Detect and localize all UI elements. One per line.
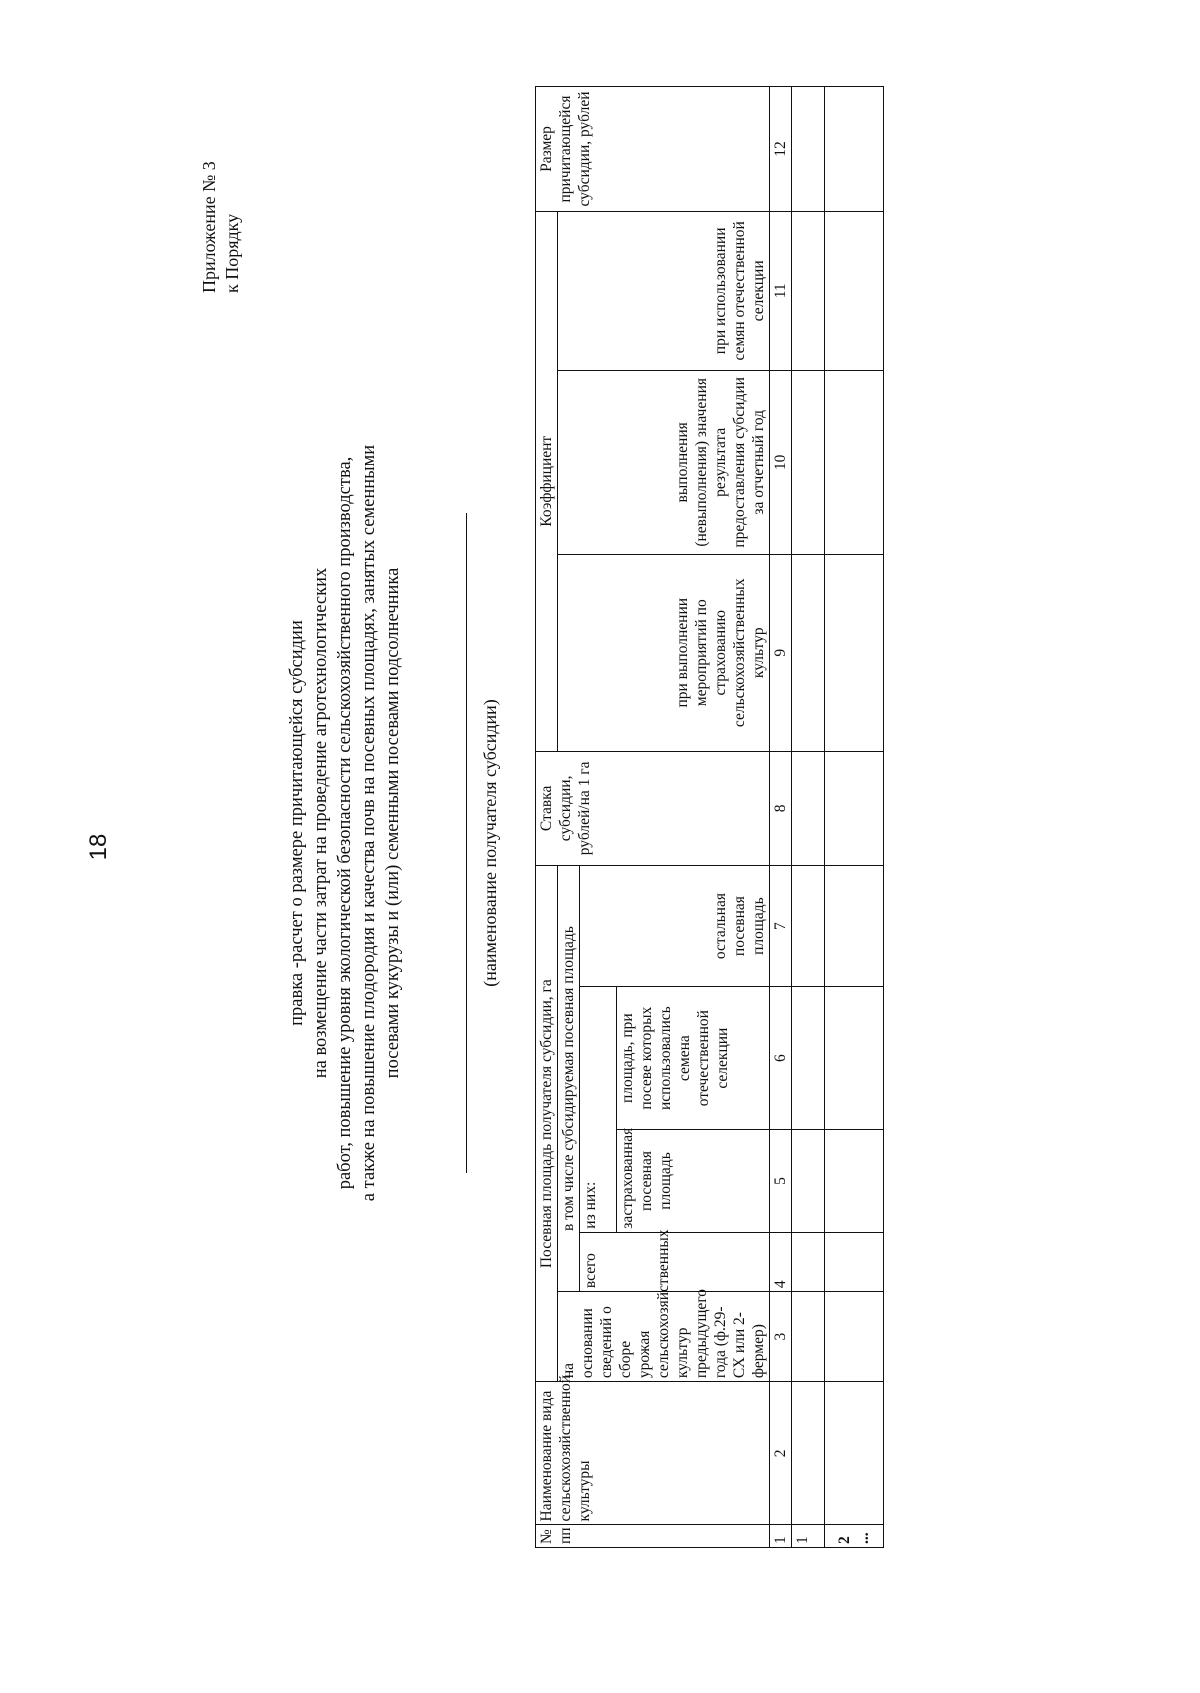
header-subsidy-amount: Размер причитающейся субсидии, рублей [536, 87, 770, 212]
table-cell [792, 370, 825, 554]
header-subsidized-area-group: в том числе субсидируемая посевная площадь [558, 866, 580, 1292]
header-pp-number: № пп [536, 1525, 770, 1548]
title-line-1: правка -расчет о размере причитающейся субсидии [287, 620, 307, 1026]
table-cell [825, 866, 884, 987]
header-row-1 [536, 87, 558, 1548]
table-row [792, 87, 825, 1548]
table-cell [825, 87, 884, 212]
table-cell [825, 1232, 884, 1291]
page-number: 18 [85, 833, 112, 861]
recipient-caption: (наименование получателя субсидии) [480, 699, 500, 987]
table-cell [792, 866, 825, 987]
column-number: 11 [770, 211, 792, 370]
header-of-which: из них: [580, 986, 617, 1232]
header-domestic-seeds-area: площадь, при посеве которых использовались семена отечественной селекции [617, 986, 770, 1129]
row-number-value: 2 [836, 1536, 853, 1544]
column-number: 7 [770, 866, 792, 987]
header-performance-coef: выполнения (невыполнения) значения результата предоставления субсидии за отчетный год [558, 370, 770, 554]
title-line-4: а также на повышение плодородия и качества почв на посевных площадях, занятых семенными [359, 444, 379, 1202]
header-subsidy-rate: Ставка субсидии, рублей/на 1 га [536, 751, 770, 866]
column-number: 3 [770, 1292, 792, 1382]
header-harvest-basis: на основании сведений о сборе урожая сельскохозяйственных культур предыдущего года (ф.29-СХ или 2-фермер) [558, 1292, 770, 1382]
header-sown-area-group: Посевная площадь получателя субсидии, га [536, 866, 558, 1382]
row-ellipsis: ... [855, 1532, 872, 1544]
title-line-5: посевами кукурузы и (или) семенными посевами подсолнечника [383, 567, 403, 1079]
column-number: 4 [770, 1232, 792, 1291]
table-cell [792, 87, 825, 212]
table-cell [825, 370, 884, 554]
table-cell [792, 986, 825, 1129]
table-cell [792, 1292, 825, 1382]
table-cell [825, 986, 884, 1129]
title-line-2: на возмещение части затрат на проведение агротехнологических [311, 567, 331, 1079]
table-cell [792, 1382, 825, 1525]
header-insured-area: застрахованная посевная площадь [617, 1130, 770, 1232]
table-cell [792, 1232, 825, 1291]
subsidy-calculation-table [535, 86, 884, 1548]
table-cell [825, 1382, 884, 1525]
table-cell [792, 1130, 825, 1232]
title-line-3: работ, повышение уровня экологической безопасности сельскохозяйственного производства, [335, 456, 355, 1190]
column-number: 1 [770, 1525, 792, 1548]
row-number [825, 1525, 884, 1548]
column-number: 12 [770, 87, 792, 212]
header-total: всего [580, 1232, 770, 1291]
column-number: 2 [770, 1382, 792, 1525]
table-cell [825, 211, 884, 370]
column-number-row [770, 87, 792, 1548]
column-number: 9 [770, 554, 792, 751]
table-cell [825, 751, 884, 866]
table-cell [792, 211, 825, 370]
header-domestic-seeds-coef: при использовании семян отечественной селекции [558, 211, 770, 370]
header-coefficient-group: Коэффициент [536, 211, 558, 751]
table-cell [825, 554, 884, 751]
header-insurance-coef: при выполнении мероприятий по страхованию сельскохозяйственных культур [558, 554, 770, 751]
row-number: 1 [792, 1525, 825, 1548]
table-cell [792, 554, 825, 751]
appendix-note [198, 63, 244, 293]
table-cell [825, 1292, 884, 1382]
column-number: 8 [770, 751, 792, 866]
column-number: 6 [770, 986, 792, 1129]
appendix-line-2: к Порядку [222, 213, 242, 293]
recipient-name-line [466, 513, 467, 1173]
appendix-line-1: Приложение № 3 [199, 161, 219, 293]
table-cell [825, 1130, 884, 1232]
table-row [825, 87, 884, 1548]
header-remaining-area: остальная посевная площадь [580, 866, 770, 987]
header-crop-name: Наименование вида сельскохозяйственной культуры [536, 1382, 770, 1525]
document-title [285, 383, 405, 1263]
table-cell [792, 751, 825, 866]
column-number: 10 [770, 370, 792, 554]
column-number: 5 [770, 1130, 792, 1232]
